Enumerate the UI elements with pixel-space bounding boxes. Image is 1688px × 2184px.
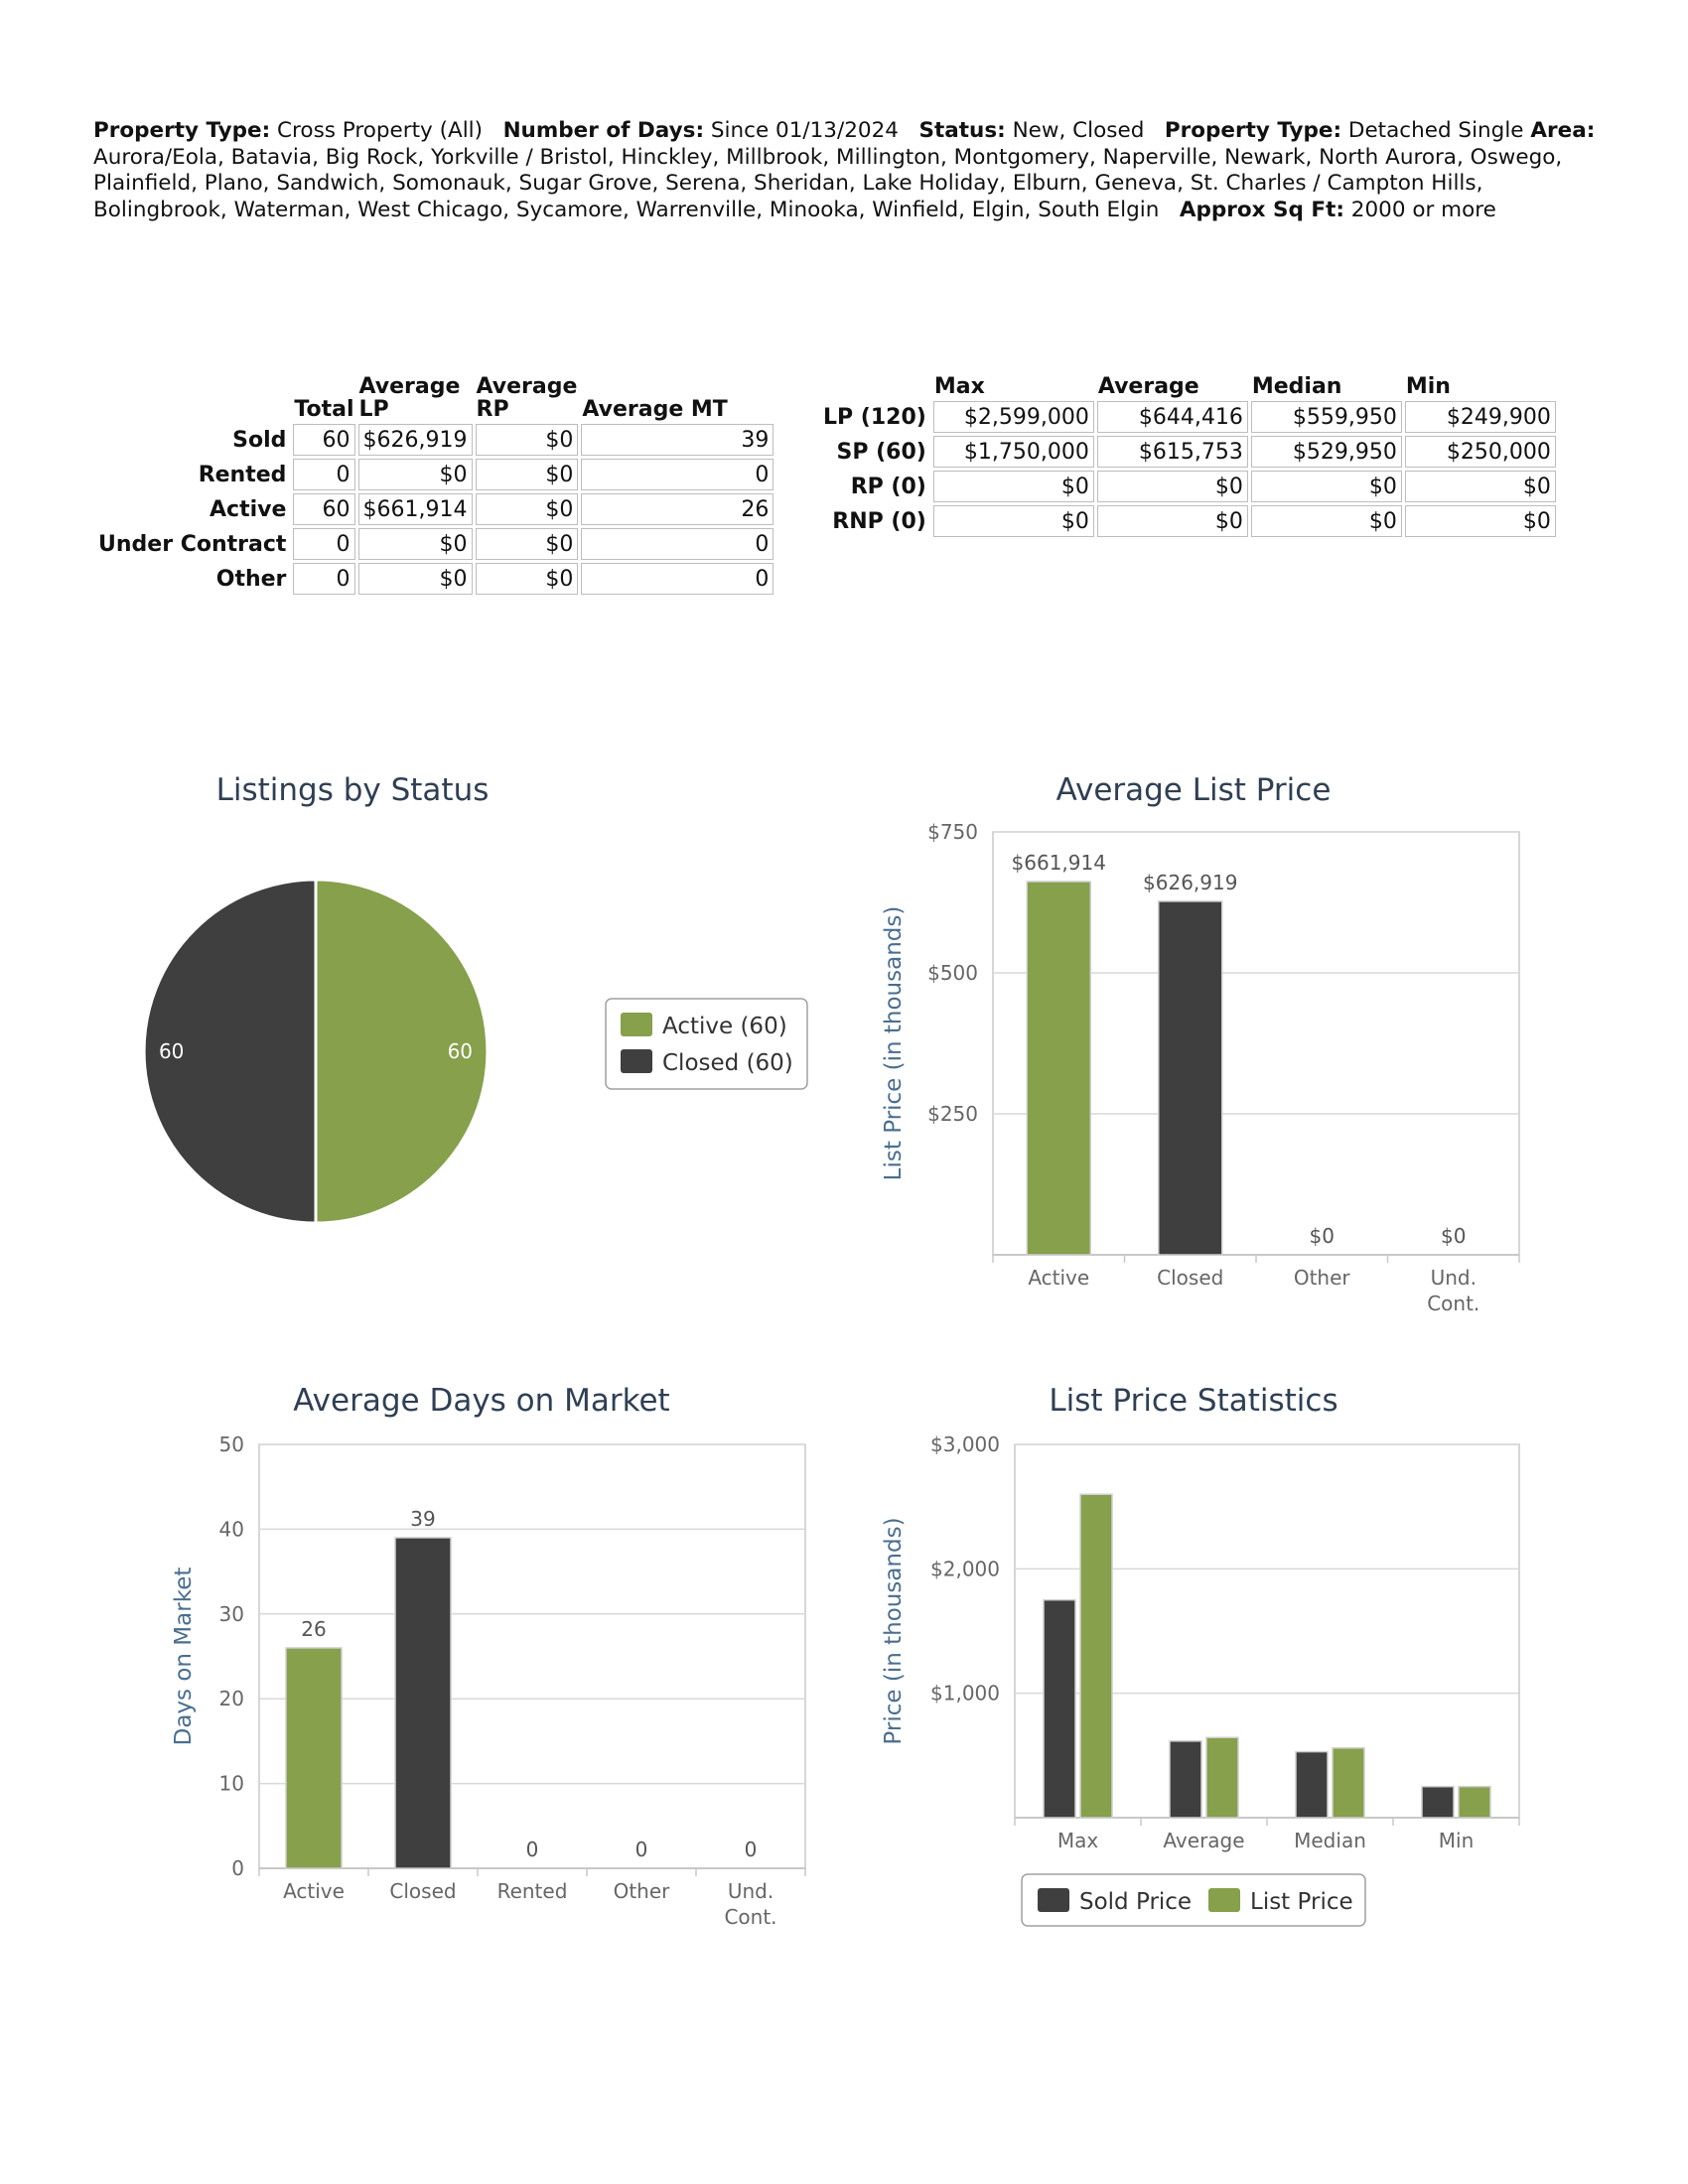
bar-sold-price xyxy=(1422,1787,1454,1818)
data-label: 0 xyxy=(525,1838,539,1861)
area-label: Area: xyxy=(1530,118,1596,143)
data-label: $0 xyxy=(1441,1224,1467,1248)
header-average-mt: Average MT xyxy=(582,397,728,422)
table-row xyxy=(823,401,1556,433)
cell-average-mt: 0 xyxy=(581,528,774,560)
summary-table xyxy=(95,372,776,598)
cell-average-lp: $0 xyxy=(358,563,473,595)
row-label: LP (120) xyxy=(823,404,926,430)
cell-average-rp: $0 xyxy=(476,528,579,560)
legend-swatch-sold-price xyxy=(1038,1888,1069,1912)
x-tick-label: Average xyxy=(1163,1829,1245,1852)
header-median: Median xyxy=(1251,374,1342,399)
property-type2-label: Property Type: xyxy=(1164,118,1342,143)
area-value: Aurora/Eola, Batavia, Big Rock, Yorkville / Bristol, Hinckley, Millbrook, Millington, Montgomery, Naperville, Newark, North Aurora, Oswego, Plainfield, Plano, Sandwich, Somonauk, Sugar Grove, Serena, Sheridan, Lake Holiday, Elburn, Geneva, St. Charles / Campton Hills, Bolingbrook, Waterman, West Chicago, Sycamore, Warrenville, Minooka, Winfield, Elgin, South Elgin xyxy=(93,144,1563,222)
cell-median: $0 xyxy=(1251,471,1402,502)
cell-average-rp: $0 xyxy=(476,424,579,456)
row-label: Under Contract xyxy=(98,531,287,557)
price-header-row xyxy=(823,375,1556,398)
cell-max: $2,599,000 xyxy=(933,401,1094,433)
legend-swatch-list-price xyxy=(1208,1888,1240,1912)
search-criteria xyxy=(93,118,1603,223)
y-tick-label: 10 xyxy=(218,1771,244,1796)
x-tick-label: Median xyxy=(1294,1829,1366,1852)
cell-min: $250,000 xyxy=(1405,436,1556,468)
pie-label-active: 60 xyxy=(447,1039,474,1063)
average-list-price-chart xyxy=(864,764,1559,1320)
table-row xyxy=(823,436,1556,468)
header-total: Total xyxy=(294,397,354,422)
data-label: 39 xyxy=(410,1506,436,1531)
x-tick-label: Min xyxy=(1438,1829,1475,1852)
chart-title: List Price Statistics xyxy=(1049,1383,1338,1419)
y-axis-title: Price (in thousands) xyxy=(881,1517,907,1745)
average-days-on-market-chart xyxy=(159,1375,844,1941)
table-row xyxy=(98,459,774,490)
table-row xyxy=(98,424,774,456)
x-tick-label: Active xyxy=(283,1879,345,1903)
y-tick-label: $250 xyxy=(927,1102,978,1126)
cell-average-rp: $0 xyxy=(476,459,579,490)
property-type-label: Property Type: xyxy=(93,118,271,143)
days-label: Number of Days: xyxy=(502,118,705,143)
x-tick-label: Max xyxy=(1056,1829,1099,1852)
cell-average-mt: 39 xyxy=(581,424,774,456)
cell-total: 0 xyxy=(293,528,354,560)
y-tick-label: 40 xyxy=(218,1517,244,1542)
property-type-value: Cross Property (All) xyxy=(277,118,484,143)
summary-header-row xyxy=(98,375,774,421)
bar-list-price xyxy=(1206,1737,1238,1818)
y-axis-title: Days on Market xyxy=(171,1567,197,1746)
cell-average-lp: $626,919 xyxy=(358,424,473,456)
cell-average: $0 xyxy=(1097,471,1248,502)
x-tick-label: Closed xyxy=(389,1879,457,1903)
x-tick-label: Rented xyxy=(496,1879,568,1903)
bar-list-price xyxy=(1080,1494,1112,1818)
header-min: Min xyxy=(1405,374,1451,399)
chart-title: Average List Price xyxy=(1055,772,1332,808)
row-label: Rented xyxy=(198,462,287,487)
cell-average: $644,416 xyxy=(1097,401,1248,433)
row-label: RP (0) xyxy=(850,474,926,499)
cell-total: 60 xyxy=(293,424,354,456)
x-tick-label: Und. xyxy=(727,1879,774,1903)
chart-title: Average Days on Market xyxy=(293,1383,670,1419)
sqft-label: Approx Sq Ft: xyxy=(1179,197,1344,222)
legend-swatch-closed xyxy=(621,1049,652,1073)
cell-average-rp: $0 xyxy=(476,493,579,525)
price-table xyxy=(820,372,1559,540)
cell-average-rp: $0 xyxy=(476,563,579,595)
row-label: Active xyxy=(210,496,287,522)
header-average-lp: Average LP xyxy=(358,374,461,422)
listings-by-status-chart xyxy=(129,764,844,1241)
header-max: Max xyxy=(933,374,985,399)
cell-average-mt: 0 xyxy=(581,563,774,595)
legend-swatch-active xyxy=(621,1013,652,1036)
x-tick-label: Other xyxy=(1293,1266,1350,1290)
cell-min: $249,900 xyxy=(1405,401,1556,433)
legend-label-list-price: List Price xyxy=(1250,1889,1353,1915)
sqft-value: 2000 or more xyxy=(1350,197,1496,222)
x-tick-label: Und. xyxy=(1430,1266,1477,1290)
x-tick-label: Cont. xyxy=(1427,1292,1480,1315)
status-value: New, Closed xyxy=(1012,118,1145,143)
data-label: 0 xyxy=(744,1838,758,1861)
y-tick-label: $3,000 xyxy=(930,1433,1000,1456)
cell-median: $529,950 xyxy=(1251,436,1402,468)
table-row xyxy=(98,493,774,525)
x-tick-label: Other xyxy=(613,1879,670,1903)
cell-max: $0 xyxy=(933,505,1094,537)
y-tick-label: 20 xyxy=(218,1687,244,1711)
bar-sold-price xyxy=(1296,1752,1328,1818)
bar-list-price xyxy=(1459,1787,1490,1818)
status-label: Status: xyxy=(918,118,1006,143)
y-tick-label: 30 xyxy=(218,1601,244,1626)
cell-total: 0 xyxy=(293,563,354,595)
legend-label-closed: Closed (60) xyxy=(662,1050,793,1076)
data-label: 0 xyxy=(634,1838,648,1861)
bar-active xyxy=(286,1648,342,1868)
y-tick-label: $2,000 xyxy=(930,1557,1000,1581)
cell-average-lp: $661,914 xyxy=(358,493,473,525)
cell-average-mt: 0 xyxy=(581,459,774,490)
bar-sold-price xyxy=(1044,1600,1075,1818)
days-value: Since 01/13/2024 xyxy=(710,118,899,143)
cell-average-mt: 26 xyxy=(581,493,774,525)
bar-sold-price xyxy=(1170,1741,1201,1818)
x-tick-label: Cont. xyxy=(724,1905,777,1929)
row-label: SP (60) xyxy=(836,439,926,465)
row-label: Sold xyxy=(232,427,287,453)
data-label: $0 xyxy=(1309,1224,1335,1248)
table-row xyxy=(823,505,1556,537)
cell-average: $0 xyxy=(1097,505,1248,537)
header-average: Average xyxy=(1097,374,1199,399)
cell-max: $0 xyxy=(933,471,1094,502)
property-type2-value: Detached Single xyxy=(1347,118,1524,143)
table-row xyxy=(98,563,774,595)
cell-average-lp: $0 xyxy=(358,459,473,490)
data-label: $661,914 xyxy=(1011,851,1106,876)
chart-title: Listings by Status xyxy=(215,772,490,808)
y-tick-label: 50 xyxy=(218,1433,244,1456)
table-row xyxy=(823,471,1556,502)
cell-total: 60 xyxy=(293,493,354,525)
data-label: $626,919 xyxy=(1143,870,1238,894)
y-tick-label: $1,000 xyxy=(930,1681,1000,1706)
header-average-rp: Average RP xyxy=(476,374,578,422)
row-label: RNP (0) xyxy=(832,508,926,534)
cell-max: $1,750,000 xyxy=(933,436,1094,468)
x-tick-label: Closed xyxy=(1157,1266,1224,1290)
cell-average-lp: $0 xyxy=(358,528,473,560)
legend-label-active: Active (60) xyxy=(662,1014,787,1039)
x-tick-label: Active xyxy=(1028,1266,1090,1290)
y-axis-title: List Price (in thousands) xyxy=(881,905,907,1181)
bar-closed xyxy=(395,1538,451,1868)
legend-label-sold-price: Sold Price xyxy=(1079,1889,1193,1915)
bar-active xyxy=(1027,882,1090,1255)
y-tick-label: 0 xyxy=(231,1856,244,1880)
cell-average: $615,753 xyxy=(1097,436,1248,468)
cell-median: $559,950 xyxy=(1251,401,1402,433)
y-tick-label: $750 xyxy=(927,820,978,844)
table-row xyxy=(98,528,774,560)
row-label: Other xyxy=(215,566,287,592)
pie-label-closed: 60 xyxy=(158,1039,185,1063)
list-price-statistics-chart xyxy=(864,1375,1559,1941)
cell-total: 0 xyxy=(293,459,354,490)
data-label: 26 xyxy=(301,1616,327,1641)
bar-list-price xyxy=(1333,1748,1364,1818)
cell-median: $0 xyxy=(1251,505,1402,537)
cell-min: $0 xyxy=(1405,505,1556,537)
bar-closed xyxy=(1159,901,1222,1255)
y-tick-label: $500 xyxy=(927,961,978,985)
cell-min: $0 xyxy=(1405,471,1556,502)
